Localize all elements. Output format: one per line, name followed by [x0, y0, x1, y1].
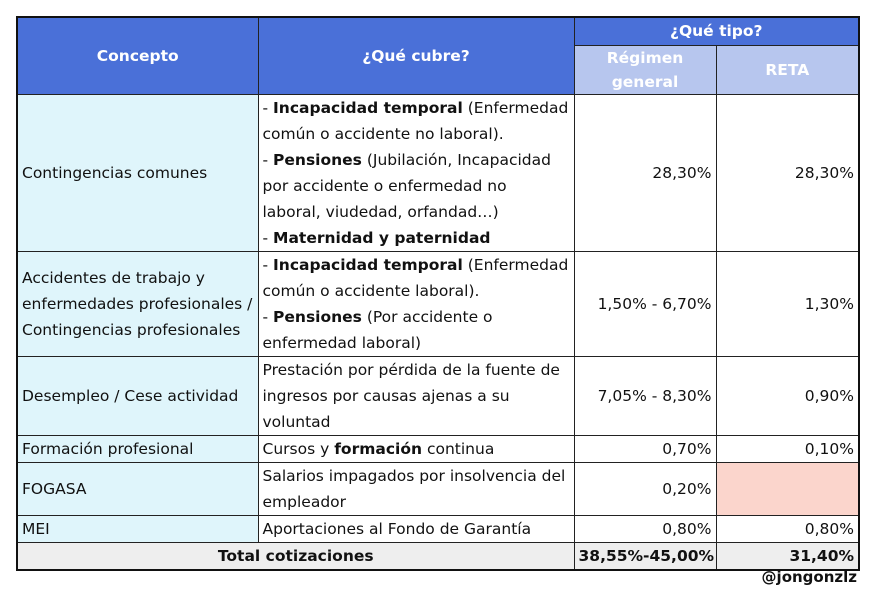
- cubre-item: - Incapacidad temporal (Enfermedad común o accidente laboral).: [262, 255, 569, 300]
- concepto-cell: FOGASA: [17, 462, 258, 515]
- reta-value: 0,90%: [716, 356, 859, 435]
- header-concepto: Concepto: [17, 17, 258, 94]
- regimen-general-value: 1,50% - 6,70%: [574, 251, 716, 356]
- cubre-cell: [258, 94, 574, 251]
- reta-value: 28,30%: [716, 94, 859, 251]
- cubre-cell: [258, 251, 574, 356]
- table-row: [17, 94, 859, 251]
- concepto-cell: Formación profesional: [17, 435, 258, 462]
- reta-value: 1,30%: [716, 251, 859, 356]
- cubre-item: - Maternidad y paternidad: [262, 228, 491, 247]
- cubre-item: - Pensiones (Jubilación, Incapacidad por accidente o enfermedad no laboral, viudedad, orfandad…): [262, 150, 551, 221]
- regimen-general-value: 7,05% - 8,30%: [574, 356, 716, 435]
- cotizaciones-table: [16, 16, 860, 571]
- total-regimen-general: 38,55%-45,00%: [574, 542, 716, 570]
- cubre-item: - Pensiones (Por accidente o enfermedad laboral): [262, 307, 493, 352]
- concepto-cell: Accidentes de trabajo y enfermedades profesionales / Contingencias profesionales: [17, 251, 258, 356]
- total-label: Total cotizaciones: [17, 542, 574, 570]
- total-reta: 31,40%: [716, 542, 859, 570]
- author-handle: @jongonzlz: [761, 568, 857, 586]
- table-row: [17, 356, 859, 435]
- reta-value: 0,10%: [716, 435, 859, 462]
- regimen-general-value: 0,70%: [574, 435, 716, 462]
- concepto-cell: Contingencias comunes: [17, 94, 258, 251]
- cubre-cell: Aportaciones al Fondo de Garantía: [258, 515, 574, 542]
- reta-value-empty: [716, 462, 859, 515]
- total-row: [17, 542, 859, 570]
- table-row: [17, 251, 859, 356]
- reta-value: 0,80%: [716, 515, 859, 542]
- table-row: [17, 435, 859, 462]
- cubre-item: - Incapacidad temporal (Enfermedad común o accidente no laboral).: [262, 98, 569, 143]
- header-que-cubre: ¿Qué cubre?: [258, 17, 574, 94]
- regimen-general-value: 28,30%: [574, 94, 716, 251]
- regimen-general-value: 0,20%: [574, 462, 716, 515]
- table-row: [17, 515, 859, 542]
- header-regimen-general: Régimen general: [574, 45, 716, 94]
- cubre-cell: Prestación por pérdida de la fuente de ingresos por causas ajenas a su voluntad: [258, 356, 574, 435]
- concepto-cell: Desempleo / Cese actividad: [17, 356, 258, 435]
- cubre-cell: Cursos y formación continua: [258, 435, 574, 462]
- table-row: [17, 462, 859, 515]
- regimen-general-value: 0,80%: [574, 515, 716, 542]
- cubre-cell: Salarios impagados por insolvencia del empleador: [258, 462, 574, 515]
- concepto-cell: MEI: [17, 515, 258, 542]
- header-que-tipo: ¿Qué tipo?: [574, 17, 859, 45]
- header-reta: RETA: [716, 45, 859, 94]
